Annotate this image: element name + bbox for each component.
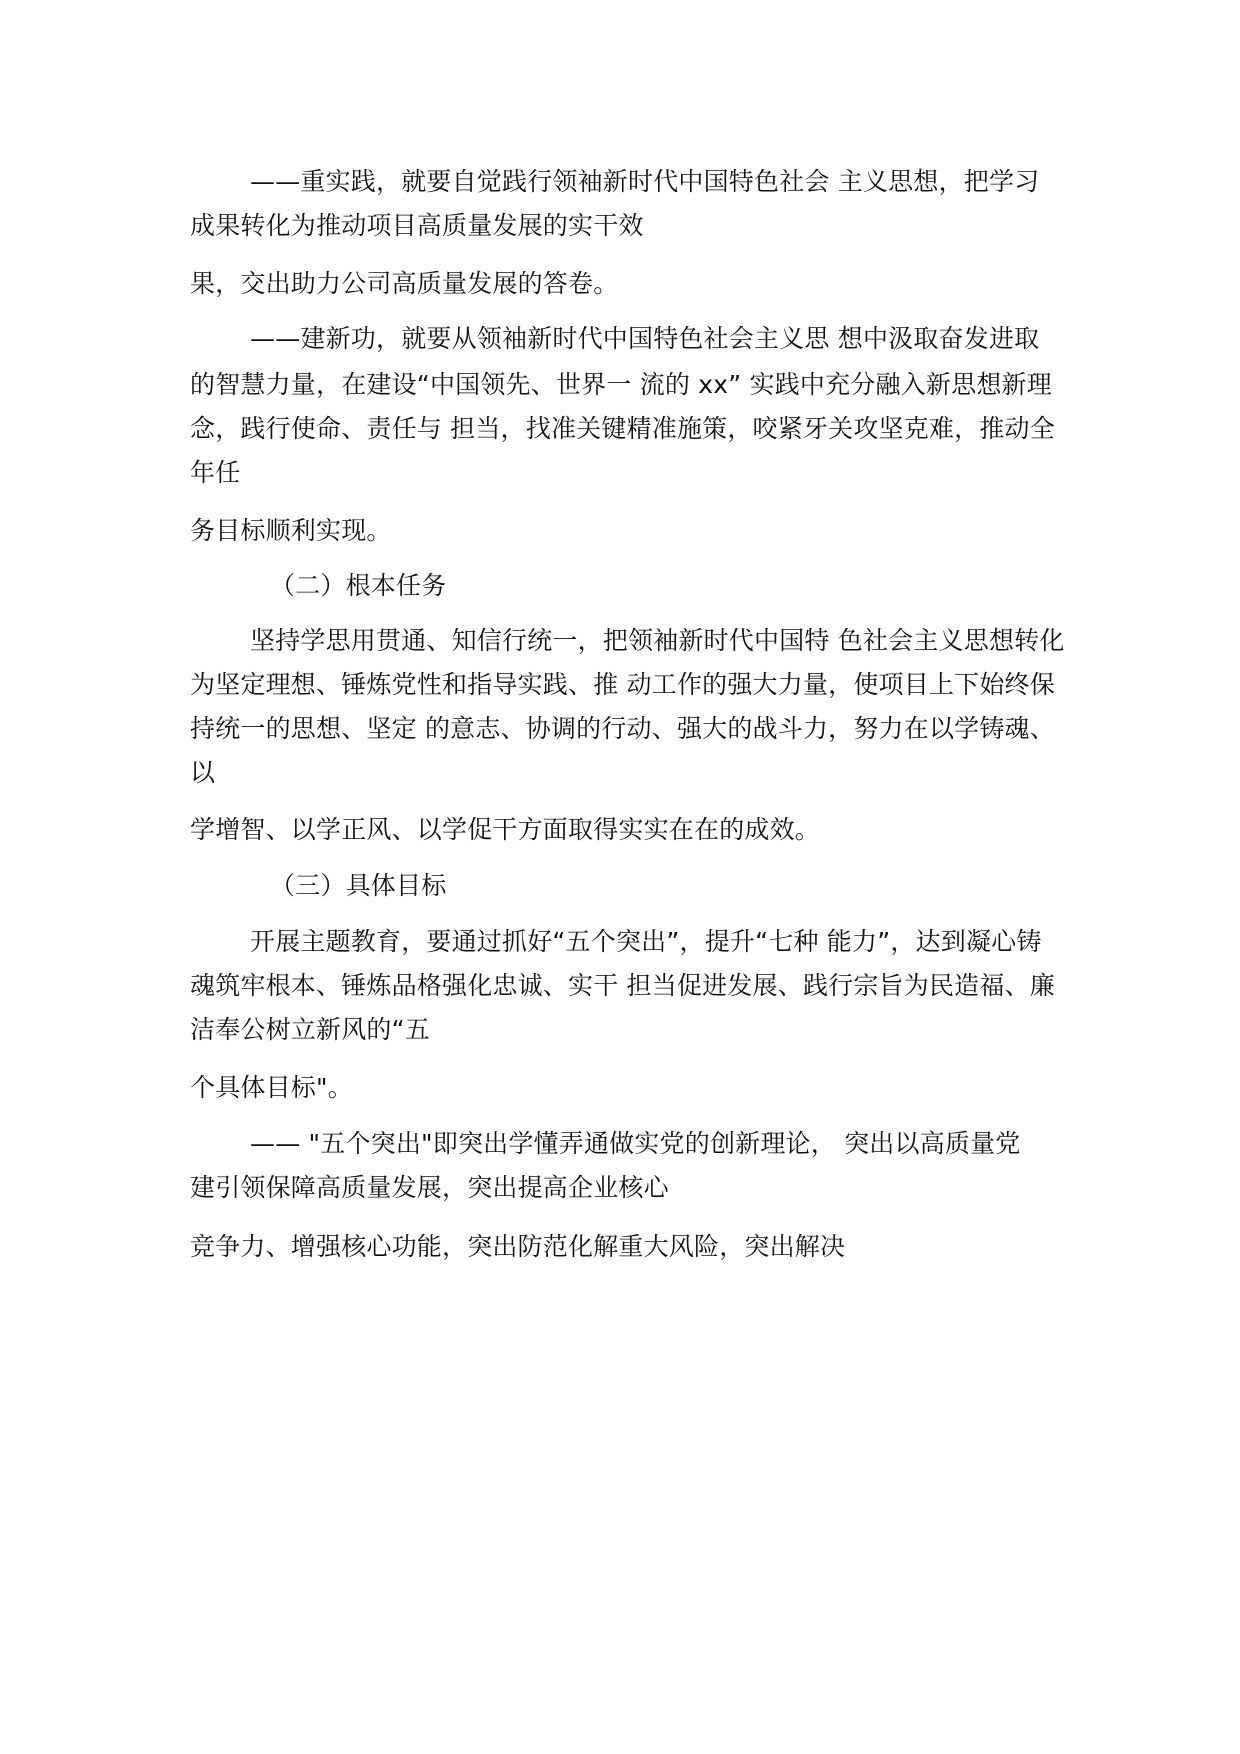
- paragraph-task-line-4: 以: [190, 758, 216, 787]
- paragraph-task-line-1: 坚持学思用贯通、知信行统一，把领袖新时代中国特 色社会主义思想转化: [250, 626, 1065, 655]
- paragraph-goals-line-1: 开展主题教育，要通过抓好“五个突出”，提升“七种 能力”，达到凝心铸: [250, 927, 1042, 956]
- paragraph-task-line-5: 学增智、以学正风、以学促干方面取得实实在在的成效。: [190, 815, 821, 844]
- paragraph-practice-line-2: 成果转化为推动项目高质量发展的实干效: [190, 211, 644, 240]
- paragraph-five-highlights-line-1: —— "五个突出"即突出学懂弄通做实党的创新理论， 突出以高质量党: [250, 1129, 1021, 1158]
- paragraph-goals-line-4: 个具体目标"。: [190, 1073, 353, 1102]
- paragraph-task-line-2: 为坚定理想、锤炼党性和指导实践、推 动工作的强大力量，使项目上下始终保: [190, 670, 1055, 699]
- paragraph-achievement-line-4: 年任: [190, 458, 241, 487]
- paragraph-five-highlights-line-3: 竞争力、增强核心功能，突出防范化解重大风险，突出解决: [190, 1232, 846, 1261]
- section-heading-fundamental-task: （二）根本任务: [270, 571, 447, 600]
- paragraph-task-line-3: 持统一的思想、坚定 的意志、协调的行动、强大的战斗力，努力在以学铸魂、: [190, 714, 1055, 743]
- paragraph-practice-line-3: 果，交出助力公司高质量发展的答卷。: [190, 269, 619, 298]
- paragraph-practice-line-1: ——重实践，就要自觉践行领袖新时代中国特色社会 主义思想，把学习: [250, 167, 1040, 196]
- paragraph-achievement-line-1: ——建新功，就要从领袖新时代中国特色社会主义思 想中汲取奋发进取: [250, 324, 1040, 353]
- paragraph-achievement-line-2: 的智慧力量，在建设“中国领先、世界一 流的 xx” 实践中充分融入新思想新理: [190, 370, 1052, 399]
- section-heading-specific-goals: （三）具体目标: [270, 871, 447, 900]
- paragraph-goals-line-2: 魂筑牢根本、锤炼品格强化忠诚、实干 担当促进发展、践行宗旨为民造福、廉: [190, 971, 1055, 1000]
- paragraph-goals-line-3: 洁奉公树立新风的“五: [190, 1015, 430, 1044]
- paragraph-achievement-line-3: 念，践行使命、责任与 担当，找准关键精准施策，咬紧牙关攻坚克难，推动全: [190, 414, 1055, 443]
- paragraph-achievement-line-5: 务目标顺利实现。: [190, 516, 392, 545]
- paragraph-five-highlights-line-2: 建引领保障高质量发展，突出提高企业核心: [190, 1173, 669, 1202]
